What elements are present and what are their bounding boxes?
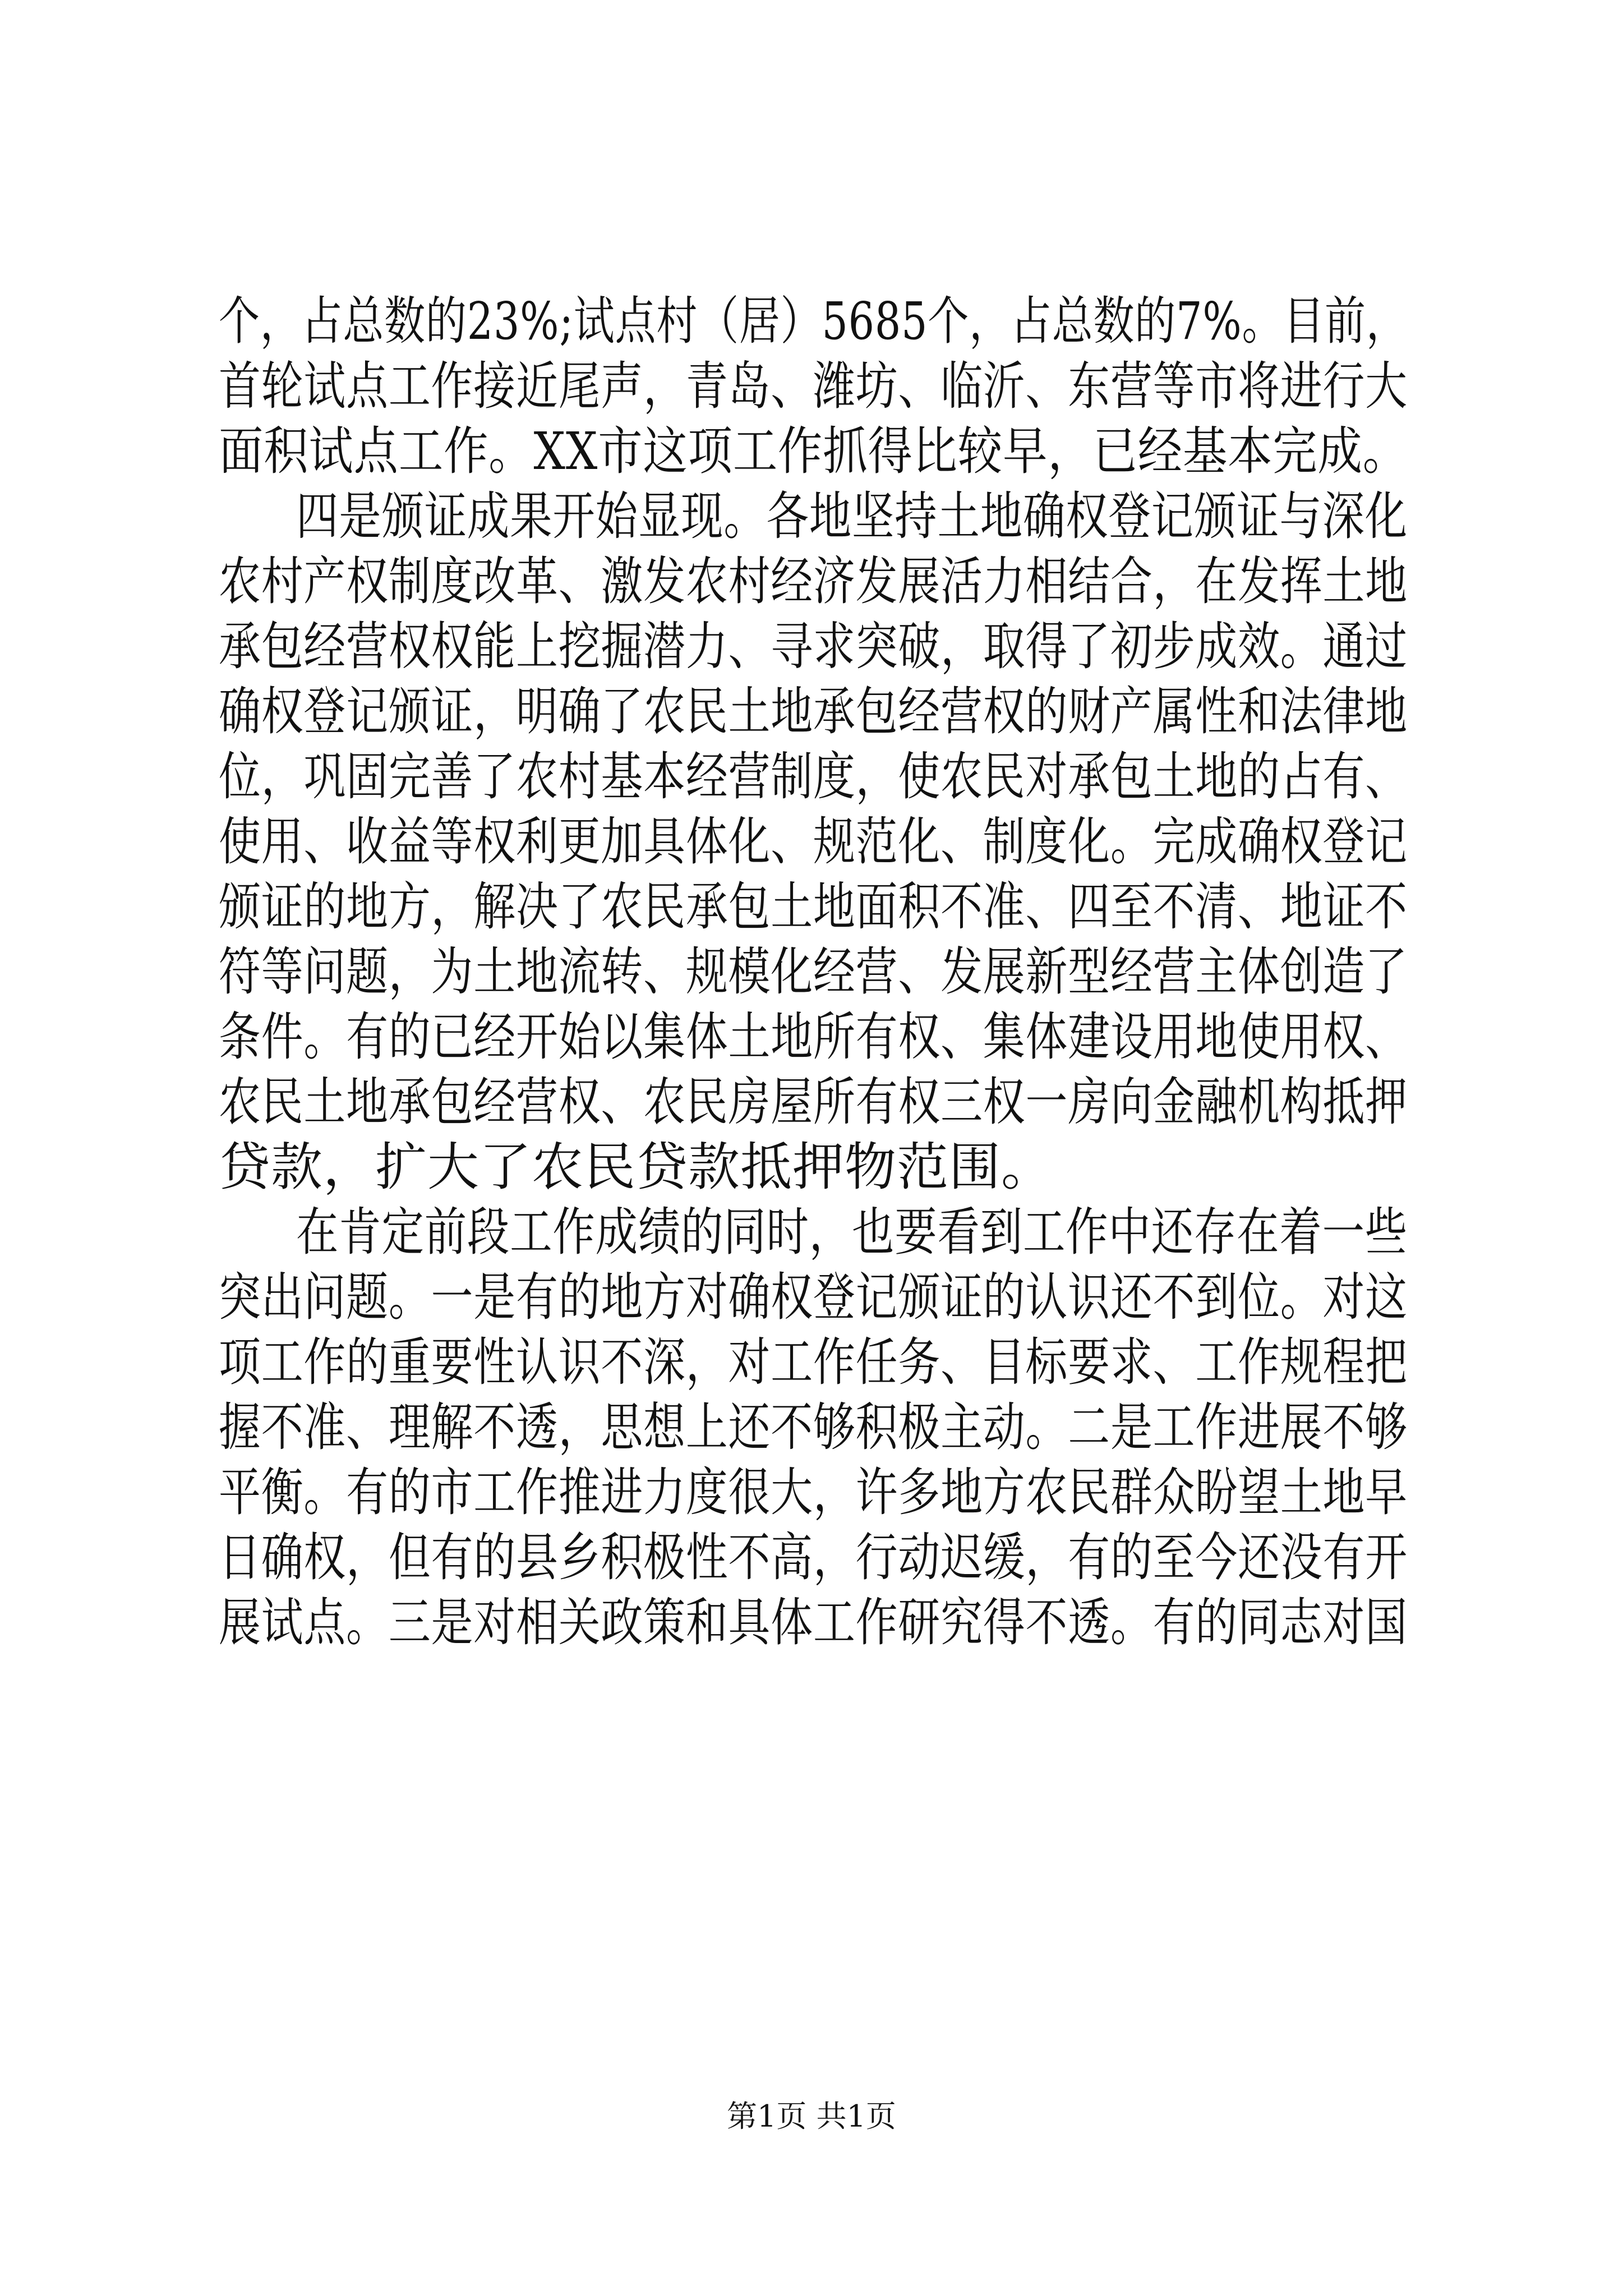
text-line: 条件。有的已经开始以集体土地所有权、集体建设用地使用权、 (219, 1007, 1408, 1067)
text-line: 使用、收益等权利更加具体化、规范化、制度化。完成确权登记 (219, 812, 1408, 872)
paragraph-first-line: 在肯定前段工作成绩的同时，也要看到工作中还存在着一些 (296, 1202, 1408, 1262)
text-line: 展试点。三是对相关政策和具体工作研究得不透。有的同志对国 (219, 1593, 1408, 1653)
text-line: 首轮试点工作接近尾声，青岛、潍坊、临沂、东营等市将进行大 (219, 356, 1408, 416)
text-line: 项工作的重要性认识不深，对工作任务、目标要求、工作规程把 (219, 1332, 1408, 1392)
text-line: 颁证的地方，解决了农民承包土地面积不准、四至不清、地证不 (219, 877, 1408, 937)
text-line: 位，巩固完善了农村基本经营制度，使农民对承包土地的占有、 (219, 747, 1408, 807)
text-line: 握不准、理解不透，思想上还不够积极主动。二是工作进展不够 (219, 1397, 1408, 1457)
text-line: 确权登记颁证，明确了农民土地承包经营权的财产属性和法律地 (219, 682, 1408, 742)
text-line: 面积试点工作。XX市这项工作抓得比较早，已经基本完成。 (219, 421, 1408, 481)
page-footer (0, 2097, 1623, 2136)
text-line: 日确权，但有的县乡积极性不高，行动迟缓，有的至今还没有开 (219, 1527, 1408, 1588)
paragraph-first-line: 四是颁证成果开始显现。各地坚持土地确权登记颁证与深化 (296, 486, 1408, 546)
text-line: 承包经营权权能上挖掘潜力、寻求突破，取得了初步成效。通过 (219, 616, 1408, 677)
text-line: 贷款，扩大了农民贷款抵押物范围。 (219, 1137, 1054, 1197)
text-line: 农村产权制度改革、激发农村经济发展活力相结合，在发挥土地 (219, 551, 1408, 611)
text-line: 农民土地承包经营权、农民房屋所有权三权一房向金融机构抵押 (219, 1072, 1408, 1132)
text-line: 符等问题，为土地流转、规模化经营、发展新型经营主体创造了 (219, 942, 1408, 1002)
text-line: 平衡。有的市工作推进力度很大，许多地方农民群众盼望土地早 (219, 1462, 1408, 1522)
text-line: 突出问题。一是有的地方对确权登记颁证的认识还不到位。对这 (219, 1267, 1408, 1327)
page-number-label: 第1页 共1页 (727, 2099, 896, 2134)
text-line: 个，占总数的23%;试点村（居）5685个，占总数的7%。目前， (219, 291, 1408, 351)
